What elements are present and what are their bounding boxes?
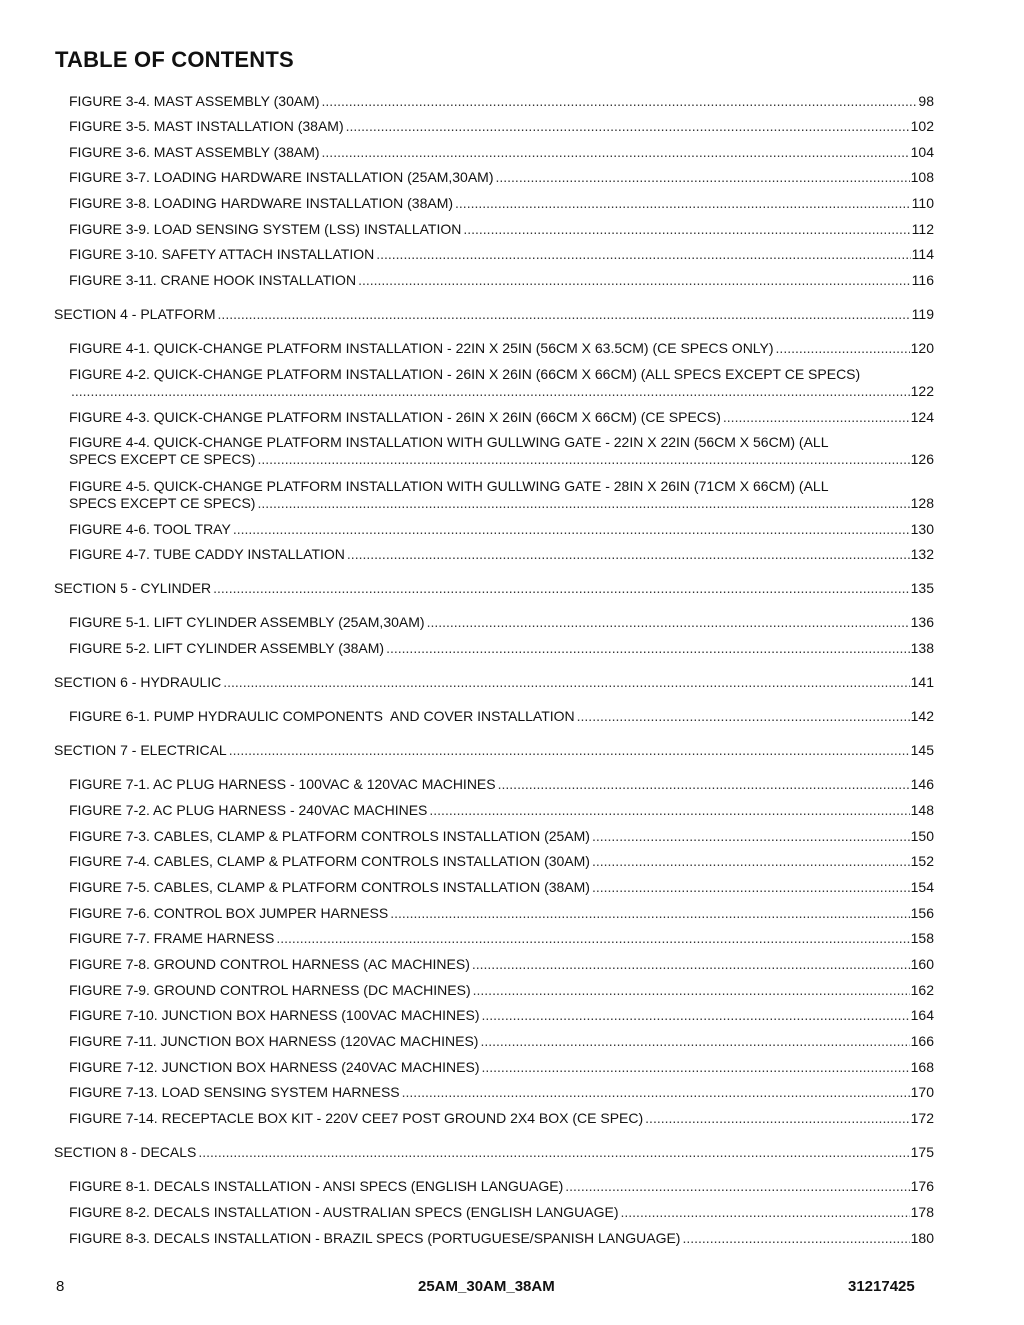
toc-entry-page: 128 <box>910 495 934 511</box>
dot-leader <box>495 169 909 186</box>
toc-entry-page: 124 <box>910 409 934 425</box>
toc-entry-label: FIGURE 4-5. QUICK-CHANGE PLATFORM INSTALLATION WITH GULLWING GATE - 28IN X 26IN (71CM X 66CM) (ALL <box>69 478 829 494</box>
toc-entry-page: 148 <box>910 802 934 818</box>
dot-leader <box>427 614 910 631</box>
toc-entry[interactable] <box>69 1178 934 1195</box>
dot-leader <box>71 383 910 400</box>
toc-entry-label: FIGURE 3-10. SAFETY ATTACH INSTALLATION <box>69 246 375 262</box>
toc-entry-label: FIGURE 7-2. AC PLUG HARNESS - 240VAC MACHINES <box>69 802 428 818</box>
dot-leader <box>682 1230 909 1247</box>
dot-leader <box>322 93 918 110</box>
toc-entry[interactable] <box>69 340 934 357</box>
dot-leader <box>376 246 910 263</box>
toc-entry-label: FIGURE 7-4. CABLES, CLAMP & PLATFORM CONTROLS INSTALLATION (30AM) <box>69 853 590 869</box>
toc-entry-page: 98 <box>918 93 934 109</box>
dot-leader <box>577 708 910 725</box>
toc-entry-page: 154 <box>910 879 934 895</box>
toc-entry[interactable] <box>69 521 934 538</box>
toc-entry-label: FIGURE 6-1. PUMP HYDRAULIC COMPONENTS AND COVER INSTALLATION <box>69 708 575 724</box>
toc-entry[interactable] <box>69 546 934 563</box>
toc-entry[interactable] <box>69 93 934 110</box>
dot-leader <box>198 1144 909 1161</box>
toc-entry-page: 108 <box>910 169 934 185</box>
toc-entry-page: 176 <box>910 1178 934 1194</box>
toc-section-label: SECTION 6 - HYDRAULIC <box>54 674 222 690</box>
toc-entry-page: 146 <box>910 776 934 792</box>
toc-entry[interactable] <box>69 434 934 468</box>
toc-entry-page: 120 <box>910 340 934 356</box>
dot-leader <box>402 1084 910 1101</box>
toc-entry-label: FIGURE 4-3. QUICK-CHANGE PLATFORM INSTALLATION - 26IN X 26IN (66CM X 66CM) (CE SPECS) <box>69 409 721 425</box>
toc-section[interactable] <box>54 1144 934 1161</box>
toc-entry-page: 138 <box>910 640 934 656</box>
toc-entry-label: FIGURE 3-9. LOAD SENSING SYSTEM (LSS) INSTALLATION <box>69 221 462 237</box>
dot-leader <box>276 930 909 947</box>
dot-leader <box>621 1204 910 1221</box>
toc-entry-label: FIGURE 4-6. TOOL TRAY <box>69 521 231 537</box>
toc-section[interactable] <box>54 742 934 759</box>
toc-entry-page: 130 <box>910 521 934 537</box>
toc-entry-page: 150 <box>910 828 934 844</box>
dot-leader <box>346 118 910 135</box>
toc-entry-page: 178 <box>910 1204 934 1220</box>
dot-leader <box>498 776 910 793</box>
toc-entry[interactable] <box>69 1230 934 1247</box>
toc-entry-label: FIGURE 7-14. RECEPTACLE BOX KIT - 220V CEE7 POST GROUND 2X4 BOX (CE SPEC) <box>69 1110 644 1126</box>
toc-entry-label-cont: SPECS EXCEPT CE SPECS) <box>69 451 256 467</box>
dot-leader <box>322 144 910 161</box>
toc-entry-label: FIGURE 7-8. GROUND CONTROL HARNESS (AC MACHINES) <box>69 956 470 972</box>
toc-entry-label: FIGURE 7-5. CABLES, CLAMP & PLATFORM CONTROLS INSTALLATION (38AM) <box>69 879 590 895</box>
toc-entry-page: 114 <box>911 246 934 262</box>
dot-leader <box>455 195 911 212</box>
toc-entry[interactable] <box>69 478 934 512</box>
dot-leader <box>213 580 910 597</box>
toc-entry-page: 170 <box>910 1084 934 1100</box>
toc-section[interactable] <box>54 306 934 323</box>
dot-leader <box>257 495 909 512</box>
toc-entry[interactable] <box>69 640 934 657</box>
dot-leader <box>481 1007 909 1024</box>
toc-entry-page: 132 <box>910 546 934 562</box>
toc-entry[interactable] <box>69 956 934 973</box>
toc-entry-label: FIGURE 5-1. LIFT CYLINDER ASSEMBLY (25AM,30AM) <box>69 614 425 630</box>
toc-entry-label: FIGURE 7-3. CABLES, CLAMP & PLATFORM CONTROLS INSTALLATION (25AM) <box>69 828 590 844</box>
toc-entry-page: 142 <box>910 708 934 724</box>
toc-entry-label: FIGURE 5-2. LIFT CYLINDER ASSEMBLY (38AM) <box>69 640 385 656</box>
toc-entry[interactable] <box>69 1059 934 1076</box>
dot-leader <box>233 521 910 538</box>
toc-entry-page: 158 <box>910 930 934 946</box>
dot-leader <box>472 956 910 973</box>
dot-leader <box>723 409 910 426</box>
toc-entry-label: FIGURE 3-6. MAST ASSEMBLY (38AM) <box>69 144 320 160</box>
dot-leader <box>347 546 910 563</box>
toc-entry-label: FIGURE 4-4. QUICK-CHANGE PLATFORM INSTALLATION WITH GULLWING GATE - 22IN X 22IN (56CM X 56CM) (ALL <box>69 434 829 450</box>
toc-entry[interactable] <box>69 853 934 870</box>
dot-leader <box>480 1033 909 1050</box>
toc-section-page: 175 <box>910 1144 934 1160</box>
toc-section-page: 141 <box>910 674 934 690</box>
toc-section-label: SECTION 7 - ELECTRICAL <box>54 742 227 758</box>
dot-leader <box>429 802 909 819</box>
toc-entry-label: FIGURE 3-7. LOADING HARDWARE INSTALLATION (25AM,30AM) <box>69 169 494 185</box>
toc-entry-page: 116 <box>911 272 934 288</box>
toc-entry[interactable] <box>69 221 934 238</box>
dot-leader <box>473 982 910 999</box>
toc-entry-label: FIGURE 3-11. CRANE HOOK INSTALLATION <box>69 272 357 288</box>
toc-entry[interactable] <box>69 1110 934 1127</box>
dot-leader <box>481 1059 909 1076</box>
toc-entry[interactable] <box>69 905 934 922</box>
toc-entry-page: 166 <box>910 1033 934 1049</box>
toc-entry-label: FIGURE 8-1. DECALS INSTALLATION - ANSI SPECS (ENGLISH LANGUAGE) <box>69 1178 564 1194</box>
toc-entry-label: FIGURE 7-12. JUNCTION BOX HARNESS (240VAC MACHINES) <box>69 1059 480 1075</box>
toc-entry-page: 102 <box>910 118 934 134</box>
toc-entry-page: 112 <box>911 221 934 237</box>
dot-leader <box>390 905 909 922</box>
toc-entry[interactable] <box>69 1204 934 1221</box>
toc-entry[interactable] <box>69 879 934 896</box>
toc-entry-page: 160 <box>910 956 934 972</box>
dot-leader <box>257 451 909 468</box>
toc-entry-page: 172 <box>910 1110 934 1126</box>
toc-entry[interactable] <box>69 930 934 947</box>
toc-section-label: SECTION 8 - DECALS <box>54 1144 197 1160</box>
toc-entry[interactable] <box>69 802 934 819</box>
toc-entry-page: 136 <box>910 614 934 630</box>
footer-model: 25AM_30AM_38AM <box>418 1278 555 1295</box>
toc-entry[interactable] <box>69 614 934 631</box>
toc-entry[interactable] <box>69 144 934 161</box>
toc-section-page: 119 <box>911 306 934 322</box>
toc-entry-page: 152 <box>910 853 934 869</box>
toc-entry[interactable] <box>69 828 934 845</box>
dot-leader <box>592 853 910 870</box>
toc-section-page: 135 <box>910 580 934 596</box>
toc-entry-page: 156 <box>910 905 934 921</box>
toc-entry[interactable] <box>69 246 934 263</box>
toc-entry-label: FIGURE 7-6. CONTROL BOX JUMPER HARNESS <box>69 905 389 921</box>
toc-entry[interactable] <box>69 409 934 426</box>
toc-entry-label: FIGURE 4-7. TUBE CADDY INSTALLATION <box>69 546 345 562</box>
toc-entry-label: FIGURE 3-4. MAST ASSEMBLY (30AM) <box>69 93 320 109</box>
dot-leader <box>645 1110 909 1127</box>
toc-entry-page: 162 <box>910 982 934 998</box>
toc-section[interactable] <box>54 580 934 597</box>
dot-leader <box>386 640 910 657</box>
toc-section[interactable] <box>54 674 934 691</box>
toc-section-label: SECTION 5 - CYLINDER <box>54 580 212 596</box>
toc-entry[interactable] <box>69 708 934 725</box>
toc-entry-label: FIGURE 8-2. DECALS INSTALLATION - AUSTRALIAN SPECS (ENGLISH LANGUAGE) <box>69 1204 619 1220</box>
dot-leader <box>776 340 910 357</box>
page-title: TABLE OF CONTENTS <box>55 47 294 72</box>
toc-entry[interactable] <box>69 272 934 289</box>
toc-entry-label: FIGURE 7-11. JUNCTION BOX HARNESS (120VAC MACHINES) <box>69 1033 479 1049</box>
toc-entry-page: 122 <box>910 383 934 399</box>
dot-leader <box>229 742 910 759</box>
toc-section-label: SECTION 4 - PLATFORM <box>54 306 216 322</box>
toc-entry-page: 110 <box>911 195 934 211</box>
toc-entry-page: 104 <box>910 144 934 160</box>
toc-entry-label: FIGURE 7-10. JUNCTION BOX HARNESS (100VAC MACHINES) <box>69 1007 480 1023</box>
toc-entry[interactable] <box>69 1033 934 1050</box>
toc-entry[interactable] <box>69 1084 934 1101</box>
toc-entry-label: FIGURE 3-8. LOADING HARDWARE INSTALLATION (38AM) <box>69 195 454 211</box>
toc-entry-label: FIGURE 7-7. FRAME HARNESS <box>69 930 275 946</box>
dot-leader <box>218 306 911 323</box>
toc-entry-label: FIGURE 4-1. QUICK-CHANGE PLATFORM INSTALLATION - 22IN X 25IN (56CM X 63.5CM) (CE SPECS ONLY) <box>69 340 774 356</box>
dot-leader <box>463 221 910 238</box>
dot-leader <box>565 1178 909 1195</box>
toc-entry-label: FIGURE 7-9. GROUND CONTROL HARNESS (DC MACHINES) <box>69 982 471 998</box>
toc-entry[interactable] <box>69 366 959 400</box>
toc-entry-label: FIGURE 8-3. DECALS INSTALLATION - BRAZIL SPECS (PORTUGUESE/SPANISH LANGUAGE) <box>69 1230 681 1246</box>
toc-entry-page: 168 <box>910 1059 934 1075</box>
dot-leader <box>223 674 909 691</box>
dot-leader <box>592 828 910 845</box>
toc-entry[interactable] <box>69 169 934 186</box>
toc-entry[interactable] <box>69 776 934 793</box>
toc-section-page: 145 <box>910 742 934 758</box>
toc-entry-label: FIGURE 3-5. MAST INSTALLATION (38AM) <box>69 118 344 134</box>
toc-entry-page: 180 <box>910 1230 934 1246</box>
toc-entry[interactable] <box>69 982 934 999</box>
toc-entry[interactable] <box>69 118 934 135</box>
footer-doc-number: 31217425 <box>848 1278 915 1295</box>
footer-page-number: 8 <box>56 1278 65 1295</box>
toc-entry[interactable] <box>69 1007 934 1024</box>
toc-entry-label: FIGURE 4-2. QUICK-CHANGE PLATFORM INSTALLATION - 26IN X 26IN (66CM X 66CM) (ALL SPECS EXCEPT CE SPECS) <box>69 366 861 382</box>
toc-entry[interactable] <box>69 195 934 212</box>
dot-leader <box>592 879 910 896</box>
toc-entry-page: 164 <box>910 1007 934 1023</box>
toc-entry-label: FIGURE 7-13. LOAD SENSING SYSTEM HARNESS <box>69 1084 400 1100</box>
toc-entry-label: FIGURE 7-1. AC PLUG HARNESS - 100VAC & 120VAC MACHINES <box>69 776 496 792</box>
toc-entry-page: 126 <box>910 451 934 467</box>
dot-leader <box>358 272 911 289</box>
toc-entry-label-cont: SPECS EXCEPT CE SPECS) <box>69 495 256 511</box>
